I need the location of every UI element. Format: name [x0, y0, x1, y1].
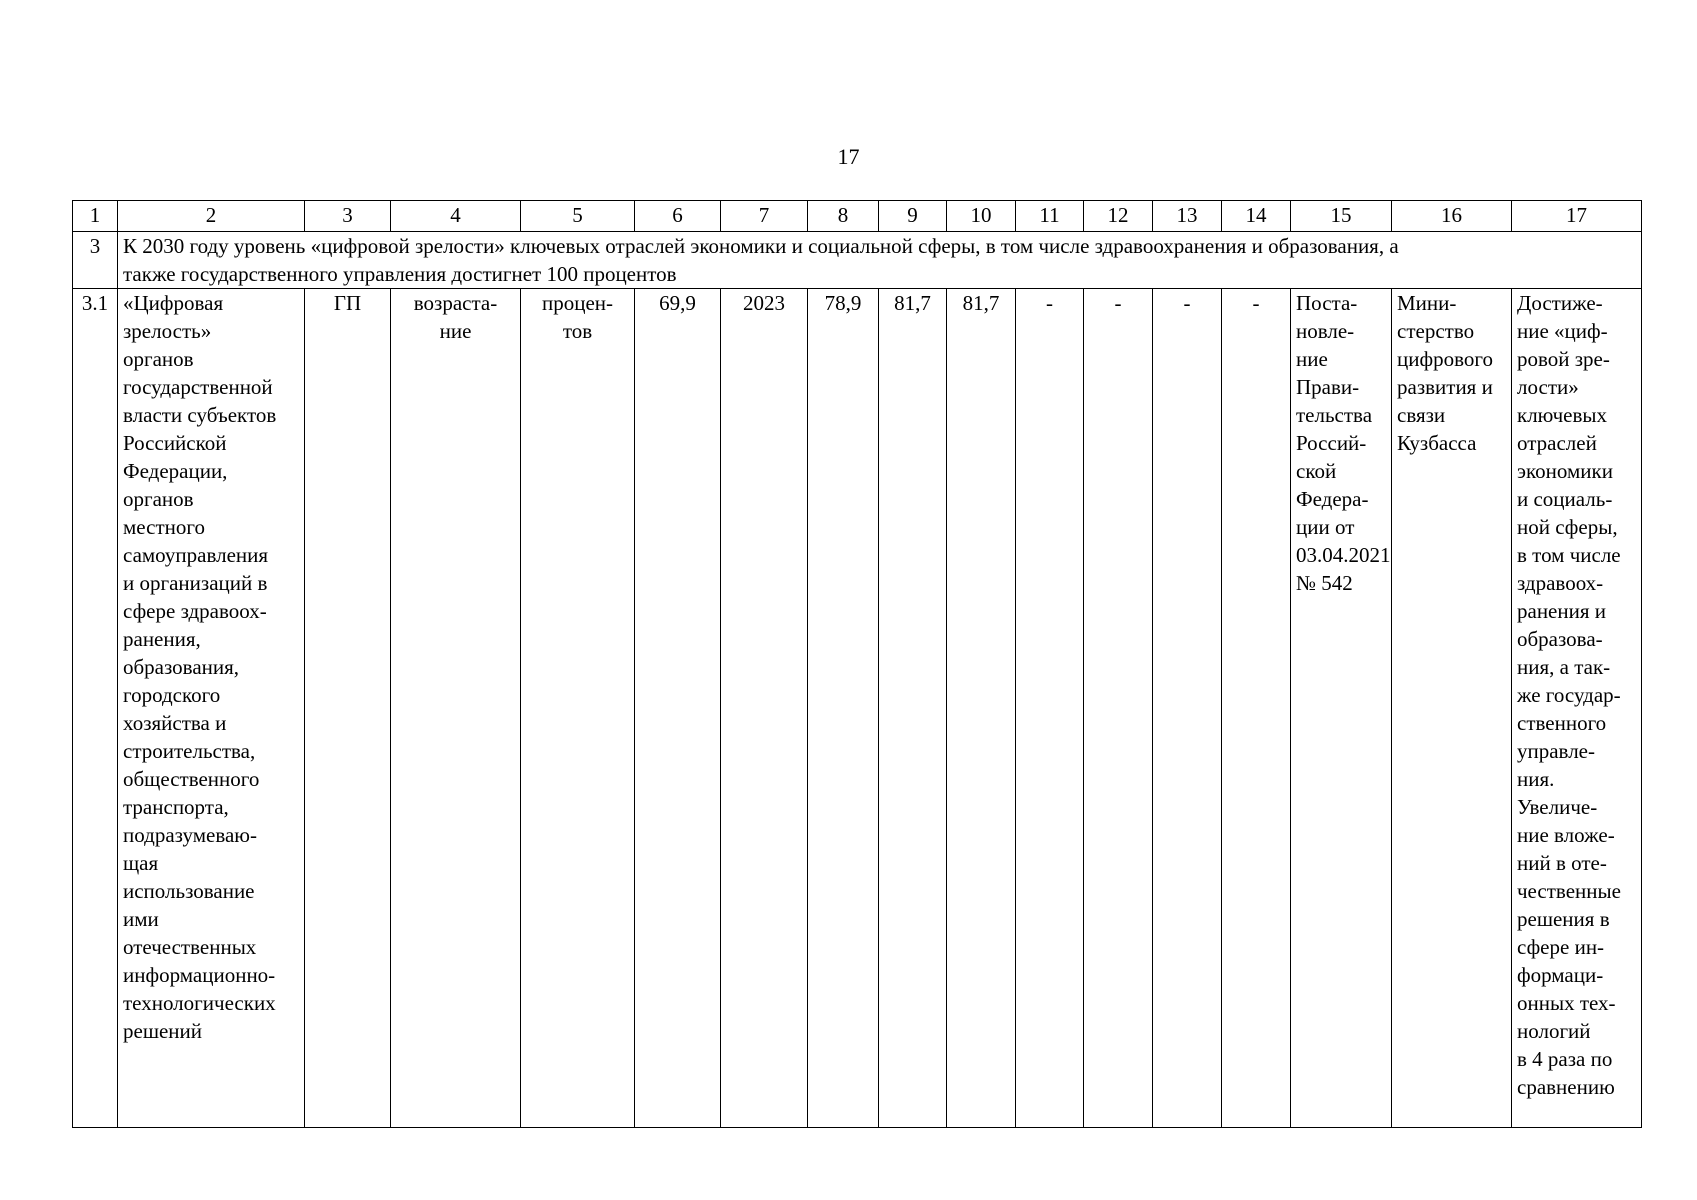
- cell-line: ими: [123, 907, 159, 931]
- indicator-row: [73, 289, 1642, 1128]
- cell-line: зрелость»: [123, 319, 212, 343]
- cell-line: Поста-: [1296, 291, 1358, 315]
- cell-line: ния.: [1517, 767, 1555, 791]
- cell-line: ние вложе-: [1517, 823, 1615, 847]
- cell-line: и социаль-: [1517, 487, 1613, 511]
- cell-line: ключевых: [1517, 403, 1607, 427]
- goal-number: 3: [73, 232, 118, 289]
- indicator-level: ГП: [305, 289, 391, 1128]
- base-year: 2023: [721, 289, 808, 1128]
- goal-row: [73, 232, 1642, 289]
- value-col-10: 81,7: [947, 289, 1016, 1128]
- cell-line: решений: [123, 1019, 203, 1043]
- header-cell: 4: [391, 201, 521, 232]
- cell-line: ния, а так-: [1517, 655, 1611, 679]
- cell-line: технологических: [123, 991, 276, 1015]
- cell-line: формаци-: [1517, 963, 1604, 987]
- cell-line: ской: [1296, 459, 1337, 483]
- cell-line: городского: [123, 683, 221, 707]
- indicator-name: [118, 289, 305, 1128]
- cell-line: государственной: [123, 375, 273, 399]
- cell-line: Достиже-: [1517, 291, 1603, 315]
- goal-text-line: также государственного управления достигнет 100 процентов: [123, 262, 677, 286]
- cell-line: № 542: [1296, 571, 1353, 595]
- cell-line: Россий-: [1296, 431, 1367, 455]
- value-col-12: -: [1084, 289, 1153, 1128]
- cell-line: связи: [1397, 403, 1446, 427]
- value-col-13: -: [1153, 289, 1222, 1128]
- cell-line: Прави-: [1296, 375, 1360, 399]
- cell-line: ний в оте-: [1517, 851, 1607, 875]
- cell-line: управле-: [1517, 739, 1595, 763]
- cell-line: Увеличе-: [1517, 795, 1598, 819]
- cell-line: здравоох-: [1517, 571, 1604, 595]
- header-cell: 9: [879, 201, 947, 232]
- table-header-row: [73, 201, 1642, 232]
- cell-line: экономики: [1517, 459, 1613, 483]
- cell-line: сфере здравоох-: [123, 599, 267, 623]
- cell-line: транспорта,: [123, 795, 229, 819]
- cell-line: Федера-: [1296, 487, 1369, 511]
- cell-line: и организаций в: [123, 571, 268, 595]
- cell-line: в том числе: [1517, 543, 1621, 567]
- cell-line: ственного: [1517, 711, 1607, 735]
- indicator-direction: [391, 289, 521, 1128]
- cell-line: тов: [562, 319, 593, 343]
- cell-line: процен-: [541, 291, 614, 315]
- cell-line: органов: [123, 487, 194, 511]
- cell-line: Кузбасса: [1397, 431, 1477, 455]
- cell-line: 03.04.2021: [1296, 543, 1391, 567]
- goal-text-line: К 2030 году уровень «цифровой зрелости» ключевых отраслей экономики и социальной сферы, в том числе здравоохранения и образования, а: [123, 234, 1399, 258]
- cell-line: ной сферы,: [1517, 515, 1618, 539]
- cell-line: цифрового: [1397, 347, 1493, 371]
- cell-line: строительства,: [123, 739, 256, 763]
- cell-line: ции от: [1296, 515, 1355, 539]
- cell-line: образова-: [1517, 627, 1603, 651]
- cell-line: ние: [439, 319, 472, 343]
- header-cell: 10: [947, 201, 1016, 232]
- cell-line: информационно-: [123, 963, 276, 987]
- cell-line: использование: [123, 879, 255, 903]
- cell-line: возраста-: [413, 291, 498, 315]
- goal-link: [1512, 289, 1642, 1128]
- header-cell: 1: [73, 201, 118, 232]
- cell-line: стерство: [1397, 319, 1475, 343]
- responsible-body: [1392, 289, 1512, 1128]
- cell-line: щая: [123, 851, 159, 875]
- cell-line: новле-: [1296, 319, 1355, 343]
- cell-line: чественные: [1517, 879, 1621, 903]
- page-number: 17: [837, 144, 860, 169]
- header-cell: 16: [1392, 201, 1512, 232]
- cell-line: развития и: [1397, 375, 1493, 399]
- cell-line: сравнению: [1517, 1075, 1615, 1099]
- header-cell: 11: [1016, 201, 1084, 232]
- cell-line: власти субъектов: [123, 403, 277, 427]
- value-col-8: 78,9: [808, 289, 879, 1128]
- header-cell: 8: [808, 201, 879, 232]
- cell-line: отечественных: [123, 935, 257, 959]
- cell-line: органов: [123, 347, 194, 371]
- indicators-table: [72, 200, 1642, 1128]
- cell-line: местного: [123, 515, 205, 539]
- cell-line: ранения,: [123, 627, 201, 651]
- header-cell: 14: [1222, 201, 1291, 232]
- cell-line: ранения и: [1517, 599, 1607, 623]
- goal-text: [118, 232, 1642, 289]
- cell-line: в 4 раза по: [1517, 1047, 1613, 1071]
- cell-line: «Цифровая: [123, 291, 224, 315]
- header-cell: 6: [635, 201, 721, 232]
- cell-line: хозяйства и: [123, 711, 227, 735]
- cell-line: Мини-: [1397, 291, 1457, 315]
- indicator-unit: [521, 289, 635, 1128]
- cell-line: ровой зре-: [1517, 347, 1610, 371]
- header-cell: 15: [1291, 201, 1392, 232]
- header-cell: 7: [721, 201, 808, 232]
- cell-line: общественного: [123, 767, 260, 791]
- cell-line: Российской: [123, 431, 227, 455]
- cell-line: ние: [1296, 347, 1328, 371]
- regulatory-document: [1291, 289, 1392, 1128]
- cell-line: самоуправления: [123, 543, 269, 567]
- cell-line: Федерации,: [123, 459, 228, 483]
- value-col-14: -: [1222, 289, 1291, 1128]
- header-cell: 3: [305, 201, 391, 232]
- cell-line: нологий: [1517, 1019, 1591, 1043]
- cell-line: же государ-: [1517, 683, 1621, 707]
- cell-line: отраслей: [1517, 431, 1597, 455]
- header-cell: 2: [118, 201, 305, 232]
- cell-line: решения в: [1517, 907, 1610, 931]
- cell-line: онных тех-: [1517, 991, 1616, 1015]
- header-cell: 13: [1153, 201, 1222, 232]
- value-col-9: 81,7: [879, 289, 947, 1128]
- cell-line: сфере ин-: [1517, 935, 1605, 959]
- value-col-11: -: [1016, 289, 1084, 1128]
- base-value: 69,9: [635, 289, 721, 1128]
- header-cell: 17: [1512, 201, 1642, 232]
- cell-line: подразумеваю-: [123, 823, 257, 847]
- cell-line: образования,: [123, 655, 240, 679]
- indicator-number: 3.1: [73, 289, 118, 1128]
- cell-line: тельства: [1296, 403, 1373, 427]
- header-cell: 5: [521, 201, 635, 232]
- cell-line: лости»: [1517, 375, 1579, 399]
- cell-line: ние «циф-: [1517, 319, 1608, 343]
- header-cell: 12: [1084, 201, 1153, 232]
